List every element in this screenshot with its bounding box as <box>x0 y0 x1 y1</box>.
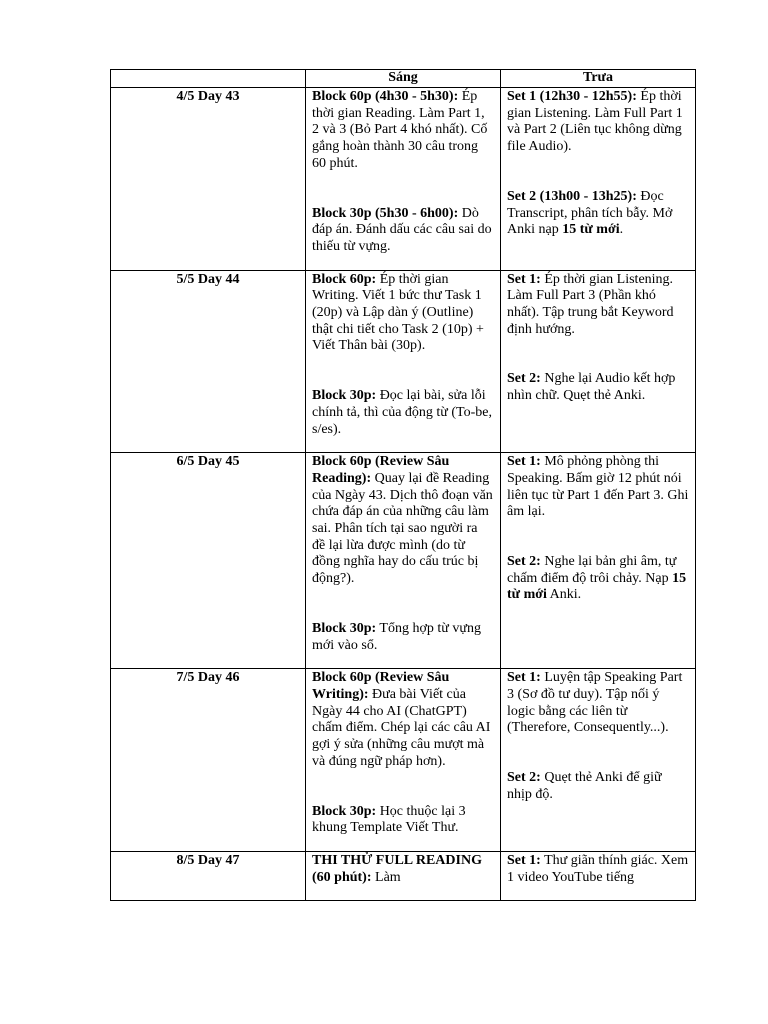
day-cell: 4/5 Day 43 <box>111 88 306 271</box>
table-row <box>111 669 696 852</box>
day-cell: 7/5 Day 46 <box>111 669 306 852</box>
cell-segment <box>507 89 689 156</box>
segment-text: Làm <box>371 869 401 885</box>
segment-tail: Anki. <box>546 587 582 603</box>
segment-label: Block 30p: <box>312 620 377 636</box>
day-cell: 8/5 Day 47 <box>111 851 306 900</box>
header-morning: Sáng <box>306 70 501 88</box>
segment-label: Set 1: <box>507 670 541 686</box>
segment-label: Set 2: <box>507 770 541 786</box>
segment-text: Ép thời gian Listening. Làm Full Part 3 (Phần khó nhất). Tập trung bắt Keyword định hướng. <box>507 271 674 337</box>
segment-label: Block 30p: <box>312 388 377 404</box>
segment-text: Nghe lại bản ghi âm, tự chấm điểm độ trôi chảy. Nạp <box>507 554 677 586</box>
segment-text: Ép thời gian Writing. Viết 1 bức thư Task 1 (20p) và Lập dàn ý (Outline) thật chi tiết cho Task 2 (10p) + Viết Thân bài (30p). <box>312 271 484 354</box>
segment-label: THI THỬ FULL READING (60 phút): <box>312 852 482 885</box>
segment-label: Set 1: <box>507 454 541 470</box>
segment-text: Nghe lại Audio kết hợp nhìn chữ. Quẹt thẻ Anki. <box>507 371 676 404</box>
noon-cell <box>501 669 696 852</box>
cell-segment <box>507 670 689 737</box>
segment-text: Ép thời gian Reading. Làm Part 1, 2 và 3 (Bỏ Part 4 khó nhất). Cố gắng hoàn thành 30 câu trong 60 phút. <box>312 89 488 171</box>
segment-text: Luyện tập Speaking Part 3 (Sơ đồ tư duy). Tập nối ý logic bằng các liên từ (Therefore, Consequently...). <box>507 670 683 736</box>
day-cell: 6/5 Day 45 <box>111 453 306 669</box>
morning-cell <box>306 270 501 453</box>
segment-label: Set 1: <box>507 271 541 287</box>
cell-segment <box>312 670 494 770</box>
segment-text: Dò đáp án. Đánh dấu các câu sai do thiếu từ vựng. <box>312 205 492 254</box>
noon-cell <box>501 453 696 669</box>
table-row <box>111 88 696 271</box>
segment-text: Quay lại đề Reading của Ngày 43. Dịch thô đoạn văn chứa đáp án của những câu làm sai. Phân tích tại sao người ra đề lại lừa được mình (do từ đồng nghĩa hay do cấu trúc bị động?). <box>312 470 493 587</box>
segment-label: Block 60p (4h30 - 5h30): <box>312 89 459 104</box>
cell-segment <box>507 371 689 404</box>
cell-segment <box>312 272 494 356</box>
cell-segment <box>312 853 494 886</box>
segment-tail: . <box>619 222 624 238</box>
segment-label: Set 1: <box>507 852 541 868</box>
segment-label: Set 2: <box>507 554 541 570</box>
segment-label: Set 2 (13h00 - 13h25): <box>507 188 637 204</box>
segment-text: Học thuộc lại 3 khung Template Viết Thư. <box>312 803 466 836</box>
segment-text: Đọc lại bài, sửa lỗi chính tả, thì của động từ (To-be, s/es). <box>312 388 493 437</box>
cell-segment <box>312 454 494 588</box>
morning-cell <box>306 851 501 900</box>
morning-cell <box>306 453 501 669</box>
cell-segment <box>312 388 494 438</box>
segment-label: Set 1 (12h30 - 12h55): <box>507 89 637 104</box>
segment-label: Set 2: <box>507 371 541 387</box>
header-noon: Trưa <box>501 70 696 88</box>
cell-segment <box>312 621 494 654</box>
table-row <box>111 270 696 453</box>
cell-segment <box>312 206 494 256</box>
segment-label: Block 30p: <box>312 803 377 819</box>
segment-label: Block 60p: <box>312 271 377 287</box>
segment-text: Ép thời gian Listening. Làm Full Part 1 và Part 2 (Liên tục không dừng file Audio). <box>507 89 683 155</box>
segment-label: Block 60p (Review Sâu Reading): <box>312 454 450 486</box>
cell-segment <box>507 272 689 339</box>
table-row <box>111 453 696 669</box>
morning-cell <box>306 669 501 852</box>
noon-cell <box>501 270 696 453</box>
noon-cell <box>501 88 696 271</box>
segment-emphasis: 15 từ mới <box>507 570 687 603</box>
day-cell: 5/5 Day 44 <box>111 270 306 453</box>
segment-text: Thư giãn thính giác. Xem 1 video YouTube tiếng <box>507 852 689 885</box>
segment-label: Block 60p (Review Sâu Writing): <box>312 670 450 702</box>
header-day <box>111 70 306 88</box>
cell-segment <box>312 804 494 837</box>
segment-label: Block 30p (5h30 - 6h00): <box>312 205 459 221</box>
schedule-table <box>110 69 696 901</box>
morning-cell <box>306 88 501 271</box>
segment-text: Mô phỏng phòng thi Speaking. Bấm giờ 12 phút nói liên tục từ Part 1 đến Part 3. Ghi âm lại. <box>507 454 689 520</box>
noon-cell <box>501 851 696 900</box>
segment-text: Đọc Transcript, phân tích bẫy. Mở Anki nạp <box>507 188 673 238</box>
header-row <box>111 70 696 88</box>
segment-emphasis: 15 từ mới <box>562 222 620 238</box>
segment-text: Tổng hợp từ vựng mới vào sổ. <box>312 620 481 653</box>
cell-segment <box>507 770 689 803</box>
cell-segment <box>312 89 494 173</box>
segment-text: Quẹt thẻ Anki để giữ nhịp độ. <box>507 770 662 802</box>
segment-text: Đưa bài Viết của Ngày 44 cho AI (ChatGPT) chấm điểm. Chép lại các câu AI gợi ý sửa (những câu mượt mà và đúng ngữ pháp hơn). <box>312 686 491 769</box>
cell-segment <box>507 454 689 521</box>
cell-segment <box>507 189 689 239</box>
cell-segment <box>507 853 689 886</box>
cell-segment <box>507 554 689 604</box>
table-row <box>111 851 696 900</box>
